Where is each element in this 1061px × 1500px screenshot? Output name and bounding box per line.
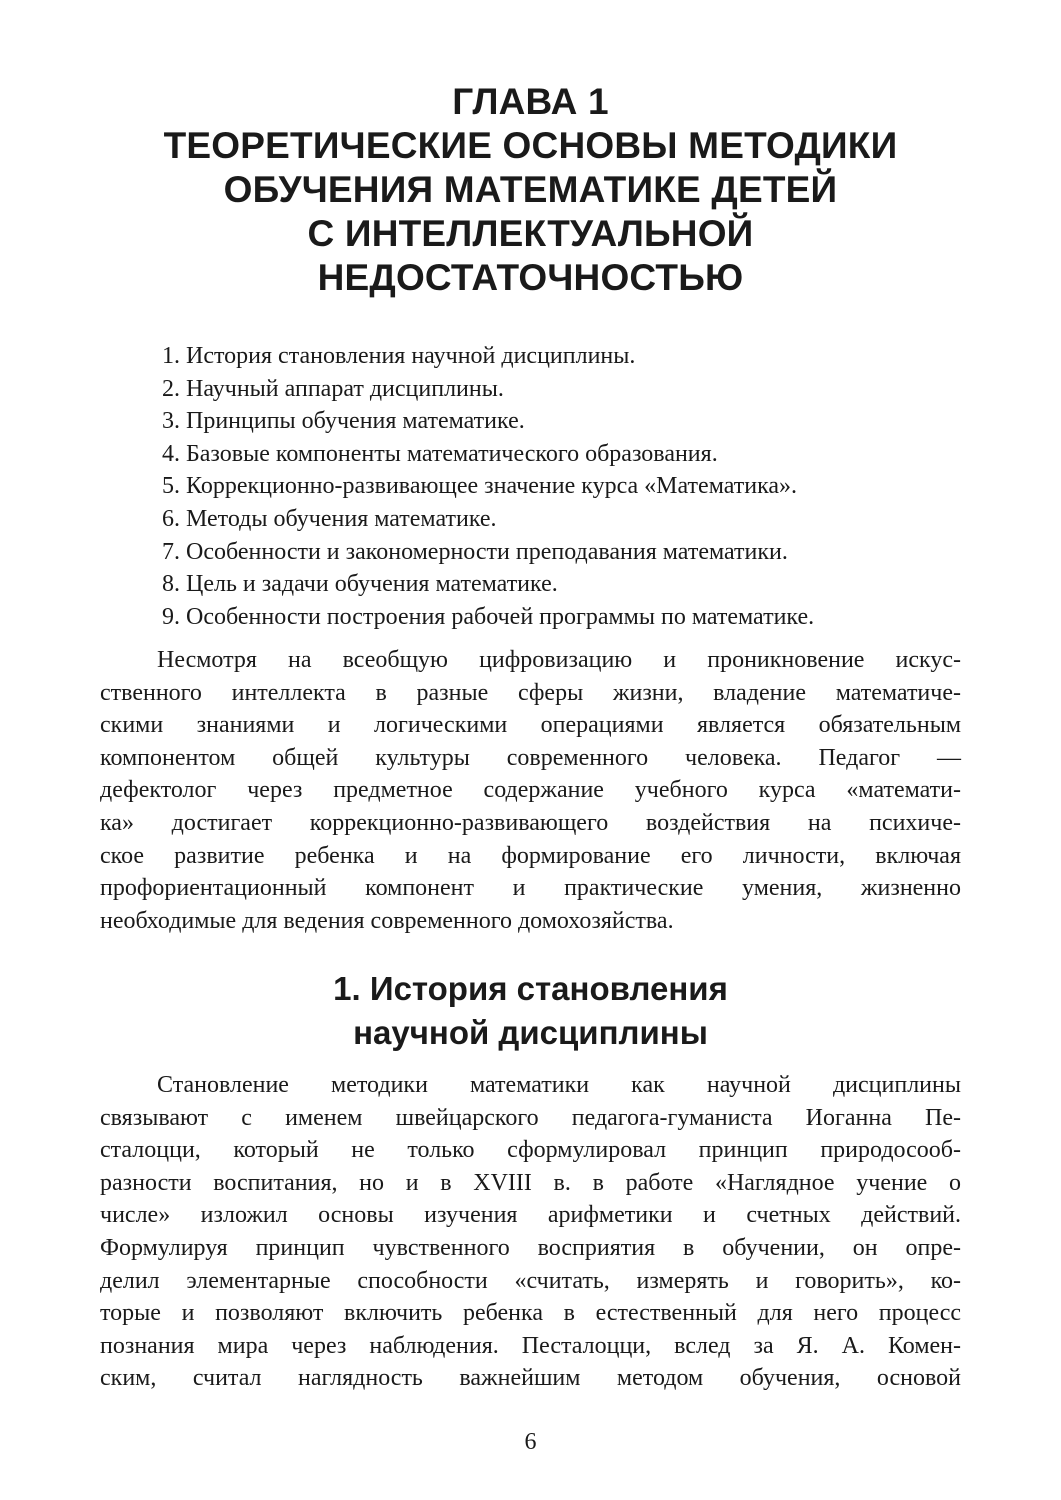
intro-paragraph (100, 644, 961, 937)
text-line: ственного интеллекта в разные сферы жизни, владение математиче- (100, 679, 961, 706)
chapter-heading (100, 80, 961, 300)
contents-item: 7. Особенности и закономерности преподавания математики. (162, 538, 788, 565)
contents-item: 4. Базовые компоненты математического образования. (162, 440, 718, 467)
chapter-heading-line: ОБУЧЕНИЯ МАТЕМАТИКЕ ДЕТЕЙ (223, 169, 838, 210)
contents-item: 6. Методы обучения математике. (162, 505, 497, 532)
chapter-contents-list (162, 340, 814, 633)
text-line: Формулируя принцип чувственного восприятия в обучении, он опре- (100, 1234, 961, 1261)
text-line: числе» изложил основы изучения арифметики и счетных действий. (100, 1202, 961, 1229)
text-line: разности воспитания, но и в XVIII в. в работе «Наглядное учение о (100, 1169, 961, 1196)
section-heading (100, 967, 961, 1055)
contents-item: 2. Научный аппарат дисциплины. (162, 375, 504, 402)
text-line: познания мира через наблюдения. Песталоцци, вслед за Я. А. Комен- (100, 1332, 961, 1359)
section-paragraph (100, 1069, 961, 1395)
page-number: 6 (524, 1429, 537, 1455)
text-line: ским, считал наглядность важнейшим методом обучения, основой (100, 1365, 961, 1392)
text-line: профориентационный компонент и практические умения, жизненно (100, 875, 961, 902)
text-line: делил элементарные способности «считать, измерять и говорить», ко- (100, 1267, 961, 1294)
chapter-heading-line: ТЕОРЕТИЧЕСКИЕ ОСНОВЫ МЕТОДИКИ (163, 125, 898, 166)
text-line: дефектолог через предметное содержание учебного курса «математи- (100, 777, 961, 804)
chapter-heading-line: ГЛАВА 1 (452, 81, 609, 122)
section-heading-line: научной дисциплины (353, 1014, 708, 1051)
text-line: скими знаниями и логическими операциями является обязательным (100, 712, 961, 739)
contents-item: 8. Цель и задачи обучения математике. (162, 571, 558, 598)
text-line: сталоцци, который не только сформулировал принцип природосооб- (100, 1137, 961, 1164)
contents-item: 1. История становления научной дисциплины. (162, 343, 636, 369)
chapter-heading-line: НЕДОСТАТОЧНОСТЬЮ (317, 257, 744, 298)
chapter-heading-line: С ИНТЕЛЛЕКТУАЛЬНОЙ (307, 213, 754, 254)
contents-item: 9. Особенности построения рабочей программы по математике. (162, 603, 815, 630)
text-line: связывают с именем швейцарского педагога-гуманиста Иоганна Пе- (100, 1104, 961, 1131)
text-line: Несмотря на всеобщую цифровизацию и проникновение искус- (157, 647, 961, 673)
text-line: необходимые для ведения современного домохозяйства. (100, 907, 674, 934)
section-heading-line: 1. История становления (333, 970, 728, 1007)
text-line: компонентом общей культуры современного человека. Педагог — (100, 744, 961, 771)
text-line: ское развитие ребенка и на формирование его личности, включая (100, 842, 961, 869)
text-line: Становление методики математики как научной дисциплины (157, 1072, 961, 1098)
contents-item: 5. Коррекционно-развивающее значение курса «Математика». (162, 473, 798, 500)
contents-item: 3. Принципы обучения математике. (162, 408, 525, 435)
text-line: ка» достигает коррекционно-развивающего воздействия на психиче- (100, 809, 961, 836)
text-line: торые и позволяют включить ребенка в естественный для него процесс (100, 1300, 961, 1327)
